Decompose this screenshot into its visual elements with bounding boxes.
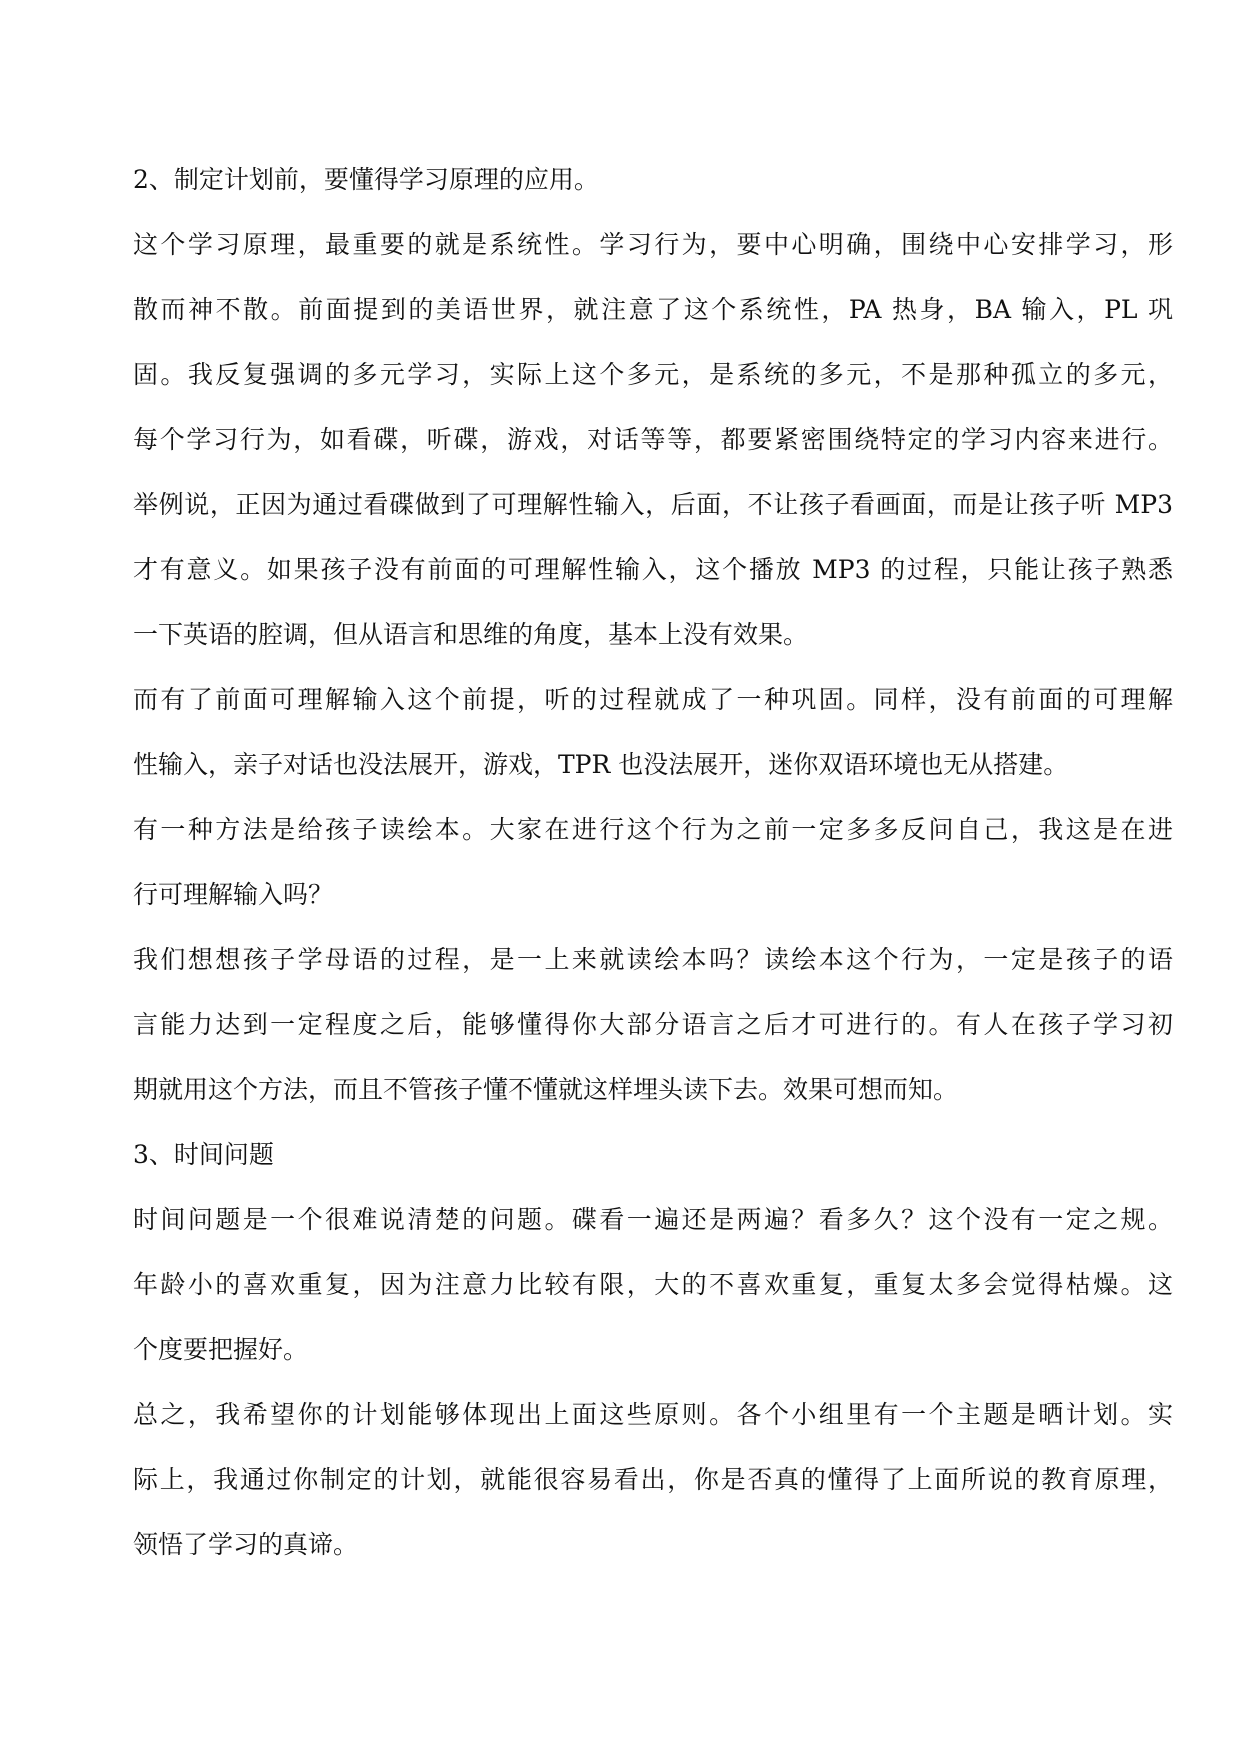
section-heading: 3、时间问题: [133, 1140, 274, 1169]
paragraph-line: 言能力达到一定程度之后，能够懂得你大部分语言之后才可进行的。有人在孩子学习初: [133, 1010, 1173, 1039]
paragraph-line: 行可理解输入吗？: [133, 880, 334, 909]
paragraph-line: 才有意义。如果孩子没有前面的可理解性输入，这个播放 MP3 的过程，只能让孩子熟悉: [133, 555, 1173, 584]
paragraph-line: 年龄小的喜欢重复，因为注意力比较有限，大的不喜欢重复，重复太多会觉得枯燥。这: [133, 1270, 1173, 1299]
paragraph-line: 期就用这个方法，而且不管孩子懂不懂就这样埋头读下去。效果可想而知。: [133, 1075, 959, 1104]
paragraph-line: 固。我反复强调的多元学习，实际上这个多元，是系统的多元，不是那种孤立的多元，: [133, 360, 1173, 389]
paragraph-line: 举例说，正因为通过看碟做到了可理解性输入，后面，不让孩子看画面，而是让孩子听 MP3: [133, 490, 1173, 519]
paragraph-line: 总之，我希望你的计划能够体现出上面这些原则。各个小组里有一个主题是晒计划。实: [133, 1400, 1173, 1429]
paragraph-line: 个度要把握好。: [133, 1335, 309, 1364]
section-heading: 2、制定计划前，要懂得学习原理的应用。: [133, 165, 599, 194]
document-body: [133, 162, 1173, 1592]
paragraph-line: 散而神不散。前面提到的美语世界，就注意了这个系统性，PA 热身，BA 输入，PL 巩: [133, 295, 1173, 324]
paragraph-line: 际上，我通过你制定的计划，就能很容易看出，你是否真的懂得了上面所说的教育原理，: [133, 1465, 1173, 1494]
paragraph-line: 领悟了学习的真谛。: [133, 1530, 359, 1559]
paragraph-line: 一下英语的腔调，但从语言和思维的角度，基本上没有效果。: [133, 620, 809, 649]
paragraph-line: 这个学习原理，最重要的就是系统性。学习行为，要中心明确，围绕中心安排学习，形: [133, 230, 1173, 259]
paragraph-line: 我们想想孩子学母语的过程，是一上来就读绘本吗？读绘本这个行为，一定是孩子的语: [133, 945, 1173, 974]
paragraph-line: 时间问题是一个很难说清楚的问题。碟看一遍还是两遍？看多久？这个没有一定之规。: [133, 1205, 1173, 1234]
paragraph-line: 每个学习行为，如看碟，听碟，游戏，对话等等，都要紧密围绕特定的学习内容来进行。: [133, 425, 1173, 454]
paragraph-line: 性输入，亲子对话也没法展开，游戏，TPR 也没法展开，迷你双语环境也无从搭建。: [133, 750, 1069, 779]
paragraph-line: 而有了前面可理解输入这个前提，听的过程就成了一种巩固。同样，没有前面的可理解: [133, 685, 1173, 714]
paragraph-line: 有一种方法是给孩子读绘本。大家在进行这个行为之前一定多多反问自己，我这是在进: [133, 815, 1173, 844]
